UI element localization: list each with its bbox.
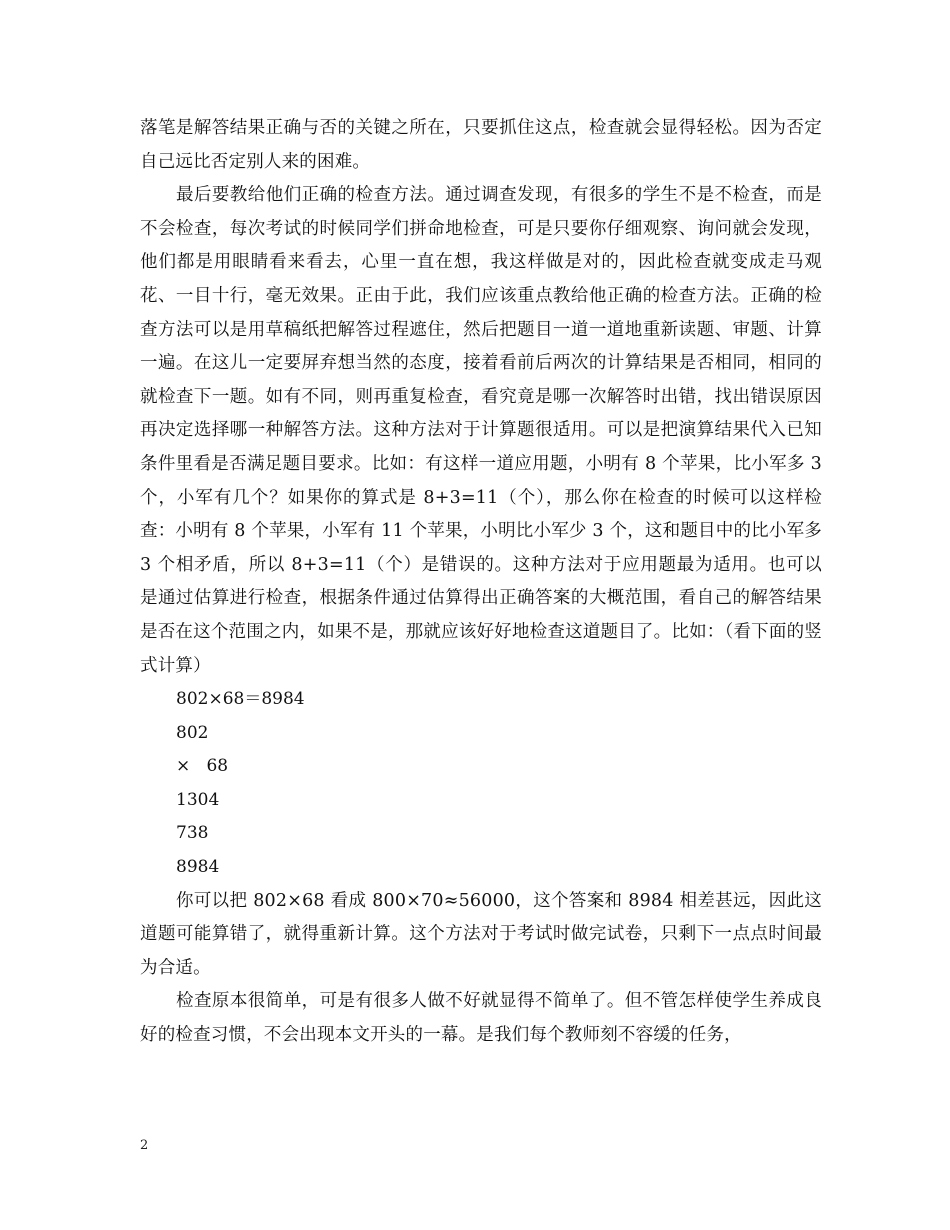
calculation-partial-product-1: 1304 <box>176 789 220 810</box>
paragraph-checking-method: 最后要教给他们正确的检查方法。通过调查发现，有很多的学生不是不检查，而是不会检查，每次考试的时候同学们拼命地检查，可是只要你仔细观察、询问就会发现，他们都是用眼睛看来看去，心里一直在想，我这样做是对的，因此检查就变成走马观花、一目十行，毫无效果。正由于此，我们应该重点教给他正确的检查方法。正确的检查方法可以是用草稿纸把解答过程遮住，然后把题目一道一道地重新读题、审题、计算一遍。在这儿一定要屏弃想当然的态度，接着看前后两次的计算结果是否相同，相同的就检查下一题。如有不同，则再重复检查，看究竟是哪一次解答时出错，找出错误原因再决定选择哪一种解答方法。这种方法对于计算题很适用。可以是把演算结果代入已知条件里看是否满足题目要求。比如：有这样一道应用题，小明有 8 个苹果，比小军多 3 个，小军有几个？如果你的算式是 8+3=11（个），那么你在检查的时候可以这样检查：小明有 8 个苹果，小军有 11 个苹果，小明比小军少 3 个，这和题目中的比小军多 3 个相矛盾，所以 8+3=11（个）是错误的。这种方法对于应用题最为适用。也可以是通过估算进行检查，根据条件通过估算得出正确答案的大概范围，看自己的解答结果是否在这个范围之内，如果不是，那就应该好好地检查这道题目了。比如：（看下面的竖式计算） <box>140 185 822 676</box>
page-number: 2 <box>140 1138 149 1153</box>
body-text <box>140 112 822 1053</box>
calculation-partial-product-2: 738 <box>176 823 209 844</box>
paragraph-conclusion: 检查原本很简单，可是有很多人做不好就显得不简单了。但不管怎样使学生养成良好的检查习惯，不会出现本文开头的一幕。是我们每个教师刻不容缓的任务， <box>140 991 822 1046</box>
calculation-multiplicand: 802 <box>176 722 209 743</box>
calculation-equation: 802×68＝8984 <box>176 689 305 710</box>
paragraph-estimation: 你可以把 802×68 看成 800×70≈56000，这个答案和 8984 相差甚远，因此这道题可能算错了，就得重新计算。这个方法对于考试时做完试卷，只剩下一点点时间最为合适。 <box>140 890 822 978</box>
paragraph-continuation: 落笔是解答结果正确与否的关键之所在，只要抓住这点，检查就会显得轻松。因为否定自己远比否定别人来的困难。 <box>140 118 822 172</box>
calculation-multiplier: × 68 <box>176 756 229 777</box>
calculation-result: 8984 <box>176 857 220 878</box>
vertical-calculation <box>140 683 822 885</box>
